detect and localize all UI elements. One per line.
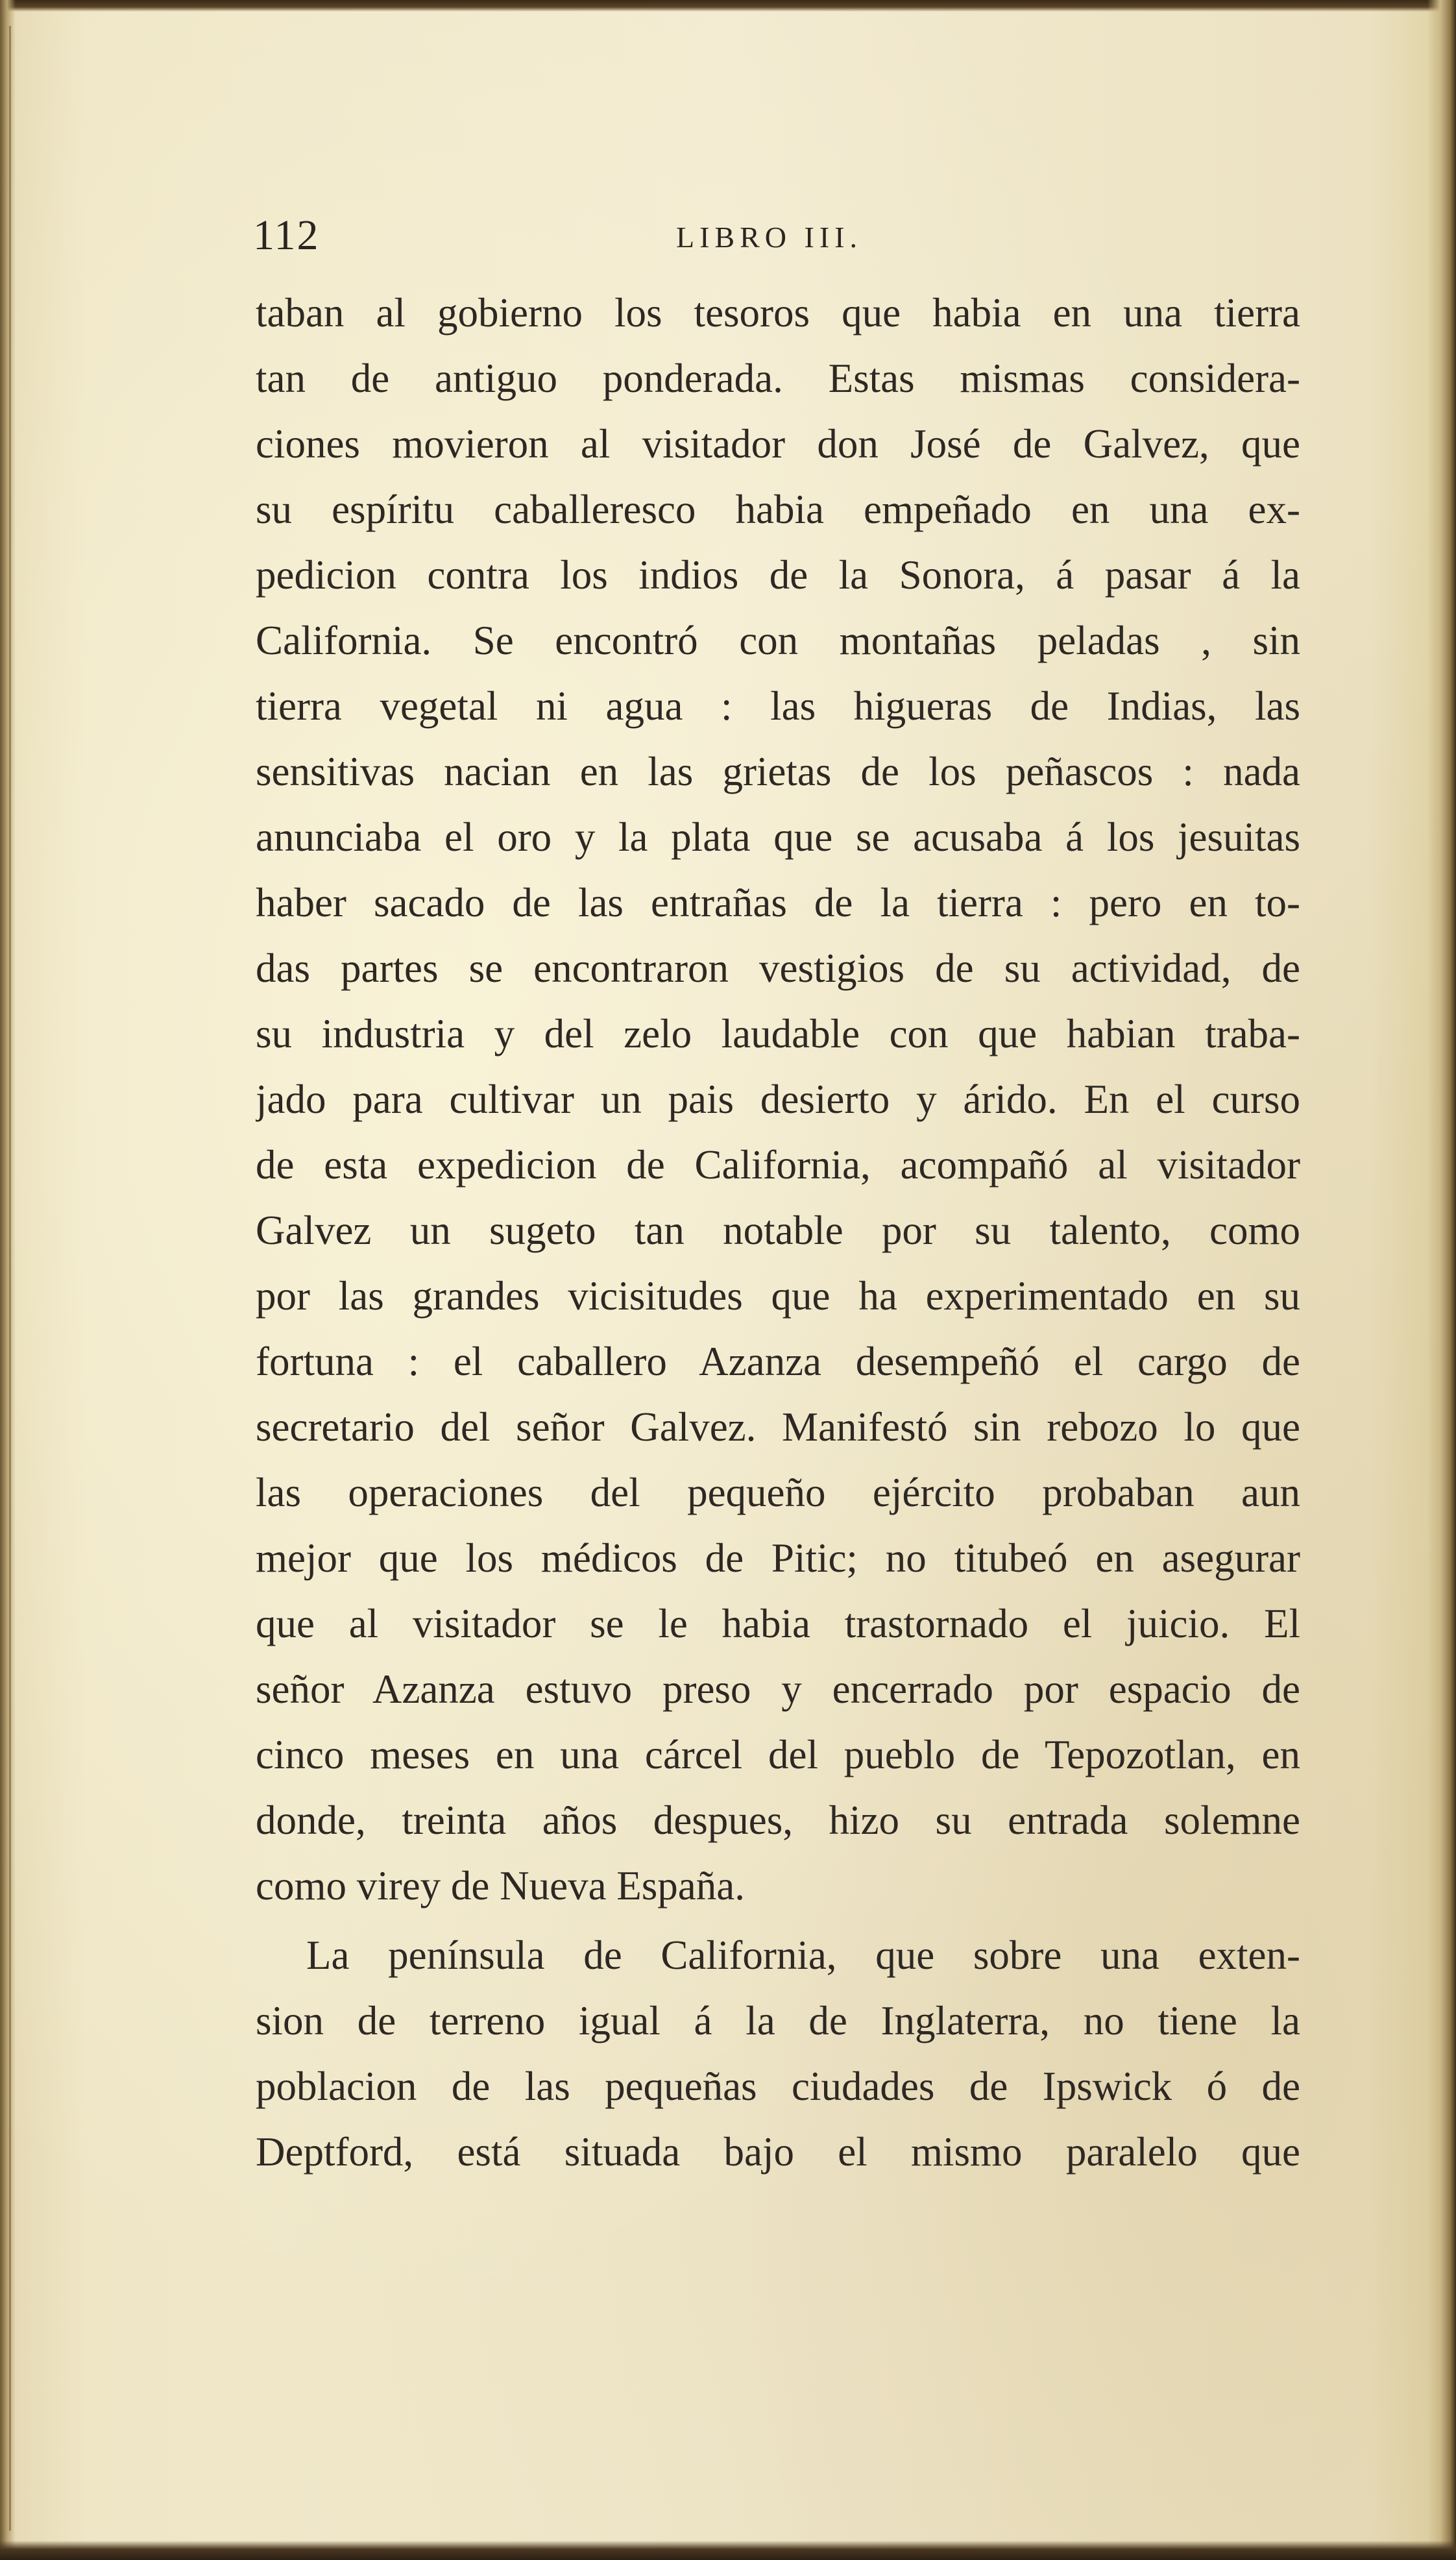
text-line: como virey de Nueva España. xyxy=(256,1863,745,1908)
text-line: jado para cultivar un pais desierto y árido. En el curso xyxy=(256,1077,1300,1122)
text-line: donde, treinta años despues, hizo su entrada solemne xyxy=(256,1798,1300,1843)
text-line: señor Azanza estuvo preso y encerrado por espacio de xyxy=(256,1666,1300,1712)
text-line: haber sacado de las entrañas de la tierra : pero en to- xyxy=(256,880,1300,925)
page-number: 112 xyxy=(253,212,320,259)
top-page-edge xyxy=(0,0,1456,12)
text-line: Galvez un sugeto tan notable por su talento, como xyxy=(256,1208,1300,1253)
text-line: por las grandes vicisitudes que ha experimentado en su xyxy=(256,1273,1300,1319)
page-header xyxy=(253,211,1304,263)
text-line: sion de terreno igual á la de Inglaterra, no tiene la xyxy=(256,1998,1300,2043)
text-line: su espíritu caballeresco habia empeñado en una ex- xyxy=(256,487,1300,532)
text-line: sensitivas nacian en las grietas de los peñascos : nada xyxy=(256,749,1300,794)
text-line: pedicion contra los indios de la Sonora, á pasar á la xyxy=(256,552,1300,598)
right-page-edge xyxy=(1427,0,1456,2560)
body-text xyxy=(256,280,1300,2185)
text-line: poblacion de las pequeñas ciudades de Ipswick ó de xyxy=(256,2064,1300,2109)
text-line: que al visitador se le habia trastornado el juicio. El xyxy=(256,1601,1300,1646)
text-line: anunciaba el oro y la plata que se acusaba á los jesuitas xyxy=(256,814,1300,860)
running-head: LIBRO III. xyxy=(676,221,862,254)
bottom-page-edge xyxy=(0,2541,1456,2560)
text-line: tierra vegetal ni agua : las higueras de Indias, las xyxy=(256,683,1300,729)
text-line: fortuna : el caballero Azanza desempeñó el cargo de xyxy=(256,1339,1300,1384)
text-line: su industria y del zelo laudable con que habian traba- xyxy=(256,1011,1300,1056)
text-line: mejor que los médicos de Pitic; no titubeó en asegurar xyxy=(256,1535,1300,1581)
text-line: cinco meses en una cárcel del pueblo de Tepozotlan, en xyxy=(256,1732,1300,1777)
text-line: California. Se encontró con montañas peladas , sin xyxy=(256,618,1300,663)
text-line: de esta expedicion de California, acompañó al visitador xyxy=(256,1142,1300,1188)
left-binding-edge xyxy=(0,0,16,2560)
text-line: Deptford, está situada bajo el mismo paralelo que xyxy=(256,2129,1300,2175)
text-line: das partes se encontraron vestigios de su actividad, de xyxy=(256,945,1300,991)
text-line: tan de antiguo ponderada. Estas mismas considera- xyxy=(256,356,1300,401)
text-line: taban al gobierno los tesoros que habia en una tierra xyxy=(256,290,1300,335)
text-line: secretario del señor Galvez. Manifestó sin rebozo lo que xyxy=(256,1404,1300,1450)
text-line: La península de California, que sobre una exten- xyxy=(306,1932,1300,1978)
left-edge-line xyxy=(9,26,11,2531)
text-line: las operaciones del pequeño ejército probaban aun xyxy=(256,1470,1300,1515)
text-line: ciones movieron al visitador don José de Galvez, que xyxy=(256,421,1300,467)
